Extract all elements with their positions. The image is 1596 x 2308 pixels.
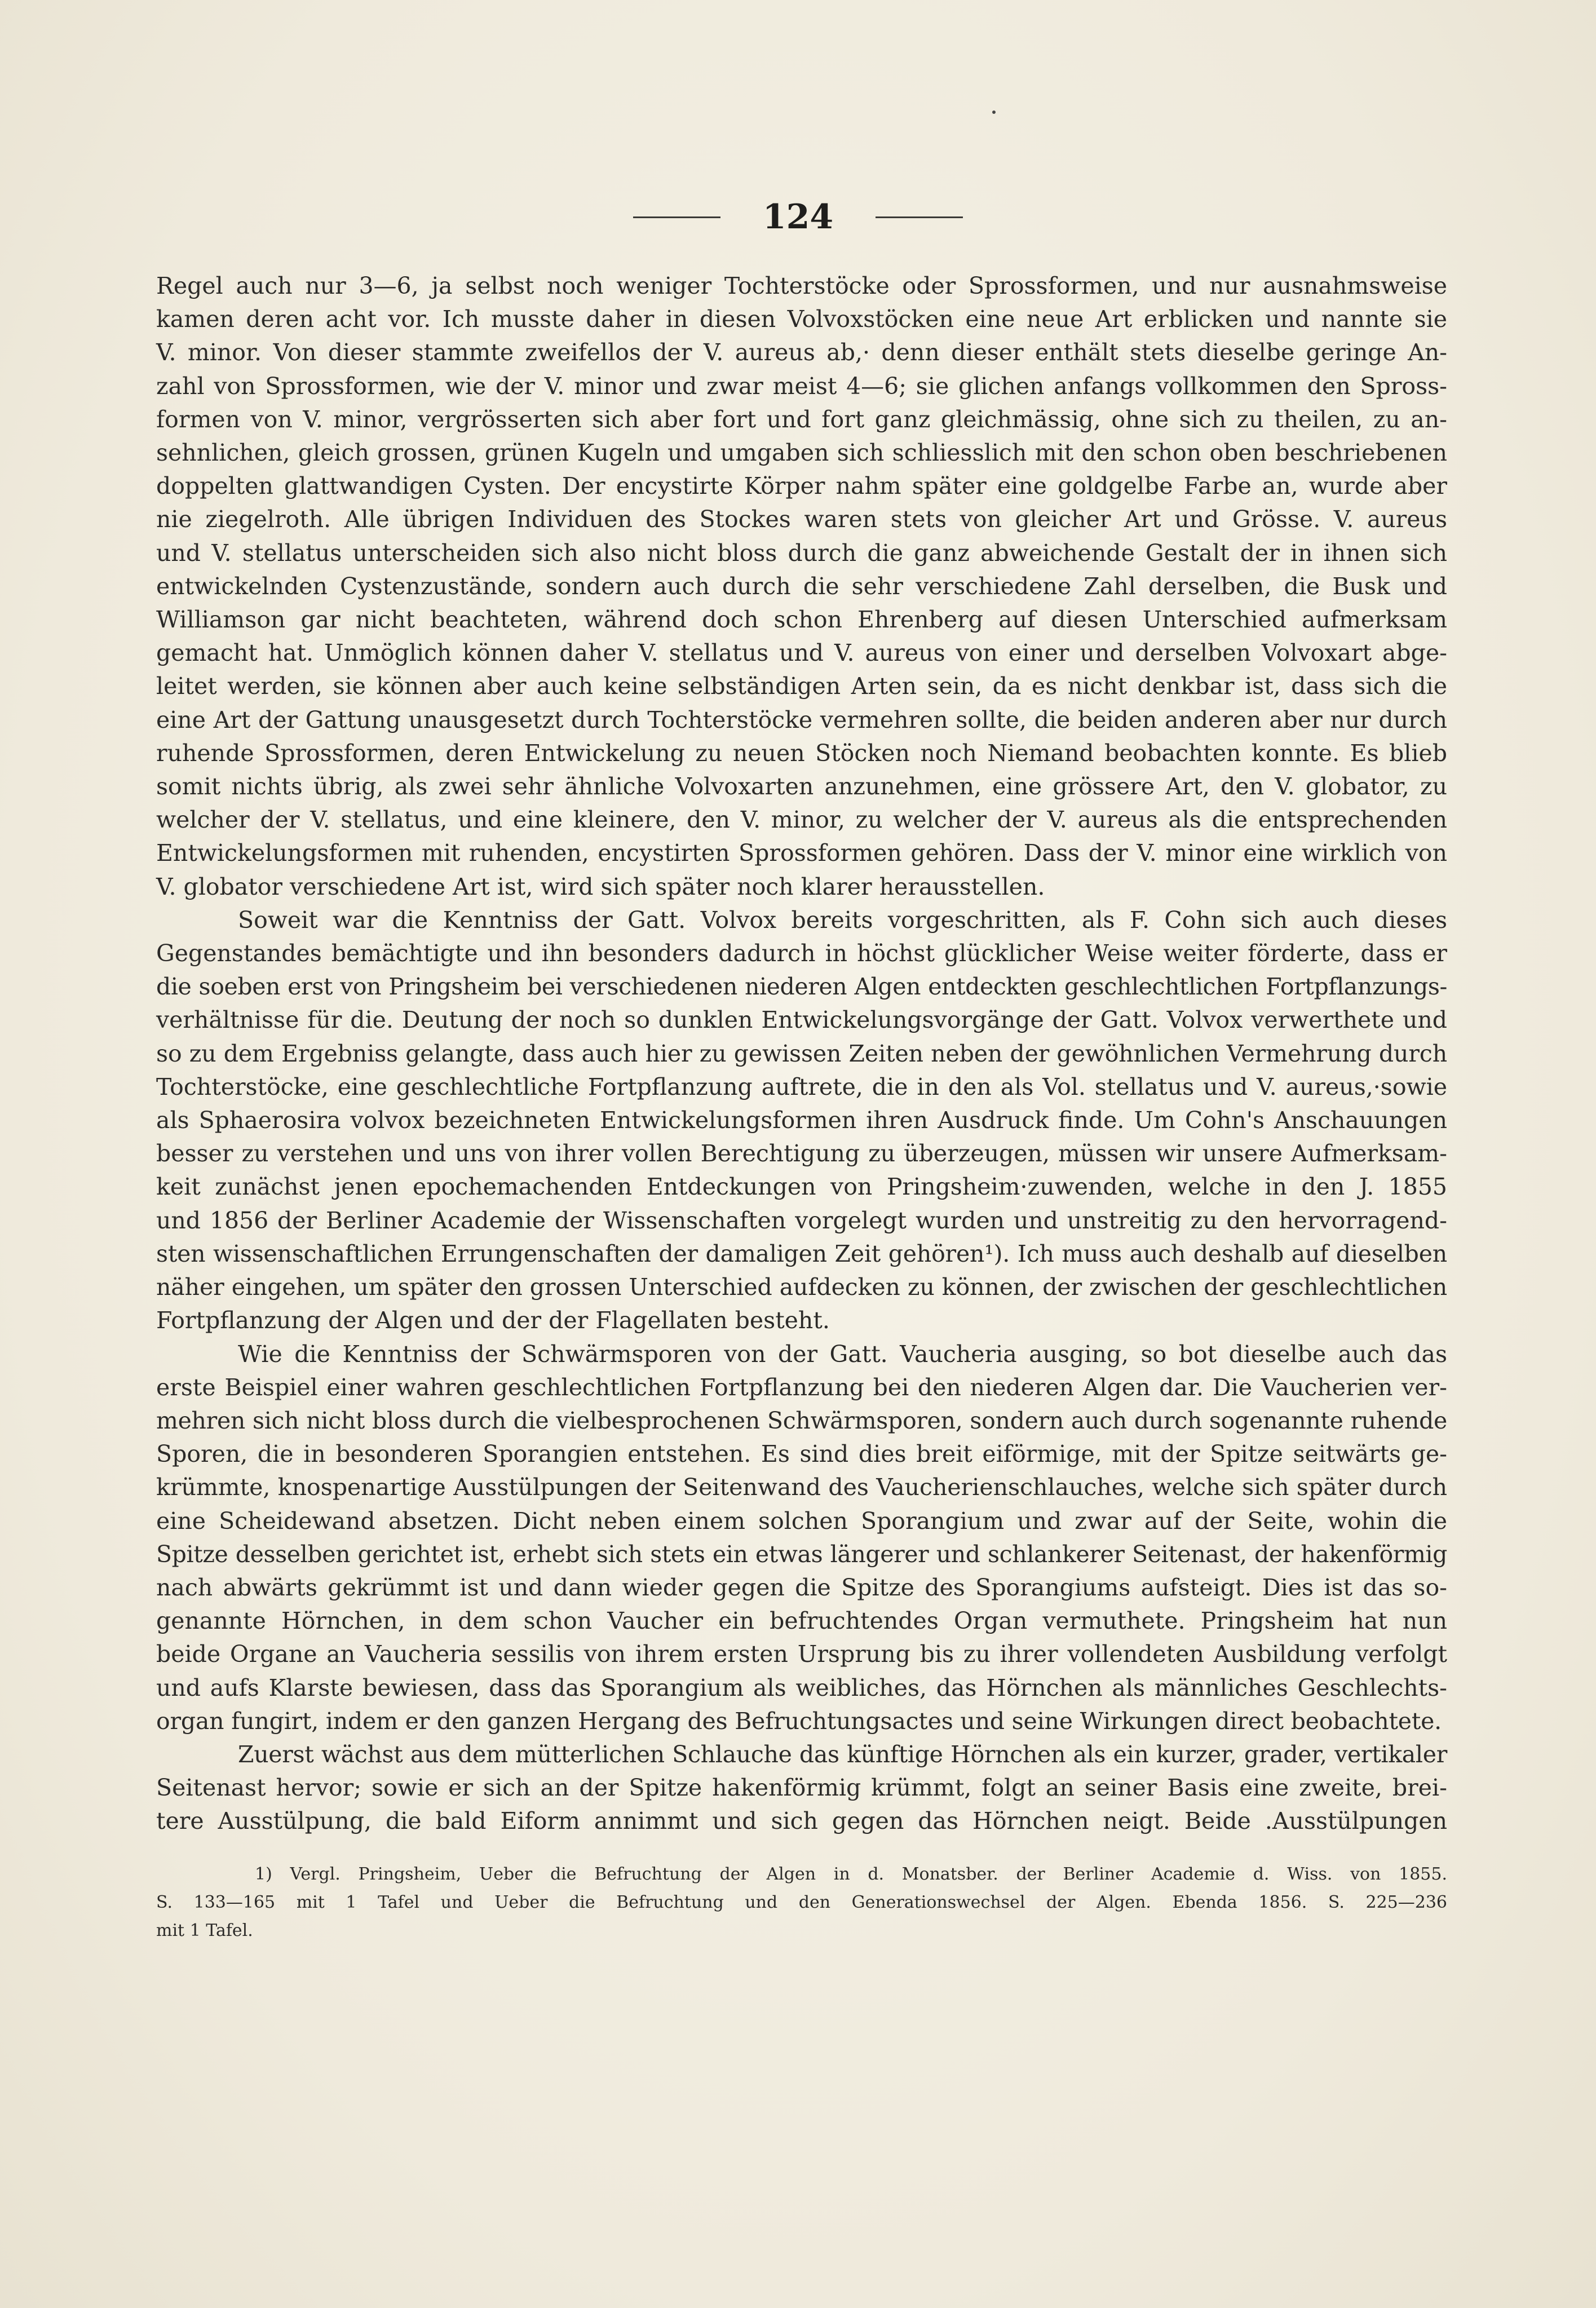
footnote-line: S. 133—165 mit 1 Tafel und Ueber die Befruchtung und den Generationswechsel der Algen. Ebenda 1856. S. 225—236 <box>156 1893 1447 1912</box>
footnote-line: mit 1 Tafel. <box>156 1921 253 1940</box>
text-line: gemacht hat. Unmöglich können daher V. stellatus und V. aureus von einer und derselben Volvoxart abge- <box>156 639 1447 667</box>
text-line: eine Art der Gattung unausgesetzt durch Tochterstöcke vermehren sollte, die beiden anderen aber nur durch <box>156 706 1447 733</box>
text-line: eine Scheidewand absetzen. Dicht neben einem solchen Sporangium und zwar auf der Seite, wohin die <box>156 1507 1447 1535</box>
text-line: genannte Hörnchen, in dem schon Vaucher ein befruchtendes Organ vermuthete. Pringsheim hat nun <box>156 1607 1447 1635</box>
text-line: so zu dem Ergebniss gelangte, dass auch hier zu gewissen Zeiten neben der gewöhnlichen Vermehrung durch <box>156 1040 1447 1067</box>
text-line: krümmte, knospenartige Ausstülpungen der Seitenwand des Vaucherienschlauches, welche sich später durch <box>156 1474 1447 1501</box>
text-line: Gegenstandes bemächtigte und ihn besonders dadurch in höchst glücklicher Weise weiter förderte, dass er <box>156 940 1447 967</box>
text-line: organ fungirt, indem er den ganzen Hergang des Befruchtungsactes und seine Wirkungen direct beobachtete. <box>156 1707 1442 1735</box>
text-line: doppelten glattwandigen Cysten. Der encystirte Körper nahm später eine goldgelbe Farbe an, wurde aber <box>156 472 1447 500</box>
text-line: Sporen, die in besonderen Sporangien entstehen. Es sind dies breit eiförmige, mit der Spitze seitwärts ge- <box>156 1440 1447 1468</box>
text-line: Entwickelungsformen mit ruhenden, encystirten Sprossformen gehören. Dass der V. minor eine wirklich von <box>156 839 1447 867</box>
text-line: nie ziegelroth. Alle übrigen Individuen des Stockes waren stets von gleicher Art und Grösse. V. aureus <box>156 506 1447 533</box>
text-line: kamen deren acht vor. Ich musste daher in diesen Volvoxstöcken eine neue Art erblicken und nannte sie <box>156 306 1447 333</box>
text-line: Tochterstöcke, eine geschlechtliche Fortpflanzung auftrete, die in den als Vol. stellatus und V. aureus,·sowie <box>156 1073 1447 1100</box>
footnote <box>156 1860 1447 1945</box>
text-line: näher eingehen, um später den grossen Unterschied aufdecken zu können, der zwischen der geschlechtlichen <box>156 1274 1447 1301</box>
header-rule-right <box>876 216 963 218</box>
text-line: welcher der V. stellatus, und eine kleinere, den V. minor, zu welcher der V. aureus als die entsprechenden <box>156 806 1447 834</box>
text-line: leitet werden, sie können aber auch keine selbständigen Arten sein, da es nicht denkbar ist, dass sich die <box>156 673 1447 700</box>
text-line: Zuerst wächst aus dem mütterlichen Schlauche das künftige Hörnchen als ein kurzer, grader, vertikaler <box>238 1740 1447 1768</box>
text-line: verhältnisse für die. Deutung der noch so dunklen Entwickelungsvorgänge der Gatt. Volvox verwerthete und <box>156 1006 1447 1034</box>
text-line: tere Ausstülpung, die bald Eiform annimmt und sich gegen das Hörnchen neigt. Beide .Ausstülpungen <box>156 1807 1447 1835</box>
text-line: Spitze desselben gerichtet ist, erhebt sich stets ein etwas längerer und schlankerer Seitenast, der hakenförmig <box>156 1540 1447 1568</box>
footnote-line: 1) Vergl. Pringsheim, Ueber die Befruchtung der Algen in d. Monatsber. der Berliner Academie d. Wiss. von 1855. <box>255 1864 1447 1884</box>
paragraph-4 <box>156 1738 1447 1838</box>
text-line: keit zunächst jenen epochemachenden Entdeckungen von Pringsheim·zuwenden, welche in den J. 1855 <box>156 1173 1447 1201</box>
text-line: somit nichts übrig, als zwei sehr ähnliche Volvoxarten anzunehmen, eine grössere Art, den V. globator, zu <box>156 773 1447 801</box>
text-line: ruhende Sprossformen, deren Entwickelung zu neuen Stöcken noch Niemand beobachten konnte. Es blieb <box>156 739 1447 767</box>
text-line: V. minor. Von dieser stammte zweifellos der V. aureus ab,· denn dieser enthält stets dieselbe geringe An- <box>156 339 1447 366</box>
page-number: 124 <box>762 197 834 237</box>
text-line: beide Organe an Vaucheria sessilis von ihrem ersten Ursprung bis zu ihrer vollendeten Ausbildung verfolgt <box>156 1641 1447 1668</box>
text-line: Wie die Kenntniss der Schwärmsporen von der Gatt. Vaucheria ausging, so bot dieselbe auch das <box>238 1340 1447 1368</box>
text-line: entwickelnden Cystenzustände, sondern auch durch die sehr verschiedene Zahl derselben, die Busk und <box>156 572 1447 600</box>
paragraph-2 <box>156 904 1447 1338</box>
text-line: V. globator verschiedene Art ist, wird sich später noch klarer herausstellen. <box>156 873 1045 900</box>
body-text <box>156 269 1447 1838</box>
text-line: und aufs Klarste bewiesen, dass das Sporangium als weibliches, das Hörnchen als männliches Geschlechts- <box>156 1674 1447 1701</box>
text-line: und V. stellatus unterscheiden sich also nicht bloss durch die ganz abweichende Gestalt der in ihnen sich <box>156 539 1447 567</box>
text-line: Soweit war die Kenntniss der Gatt. Volvox bereits vorgeschritten, als F. Cohn sich auch dieses <box>238 906 1447 934</box>
text-line: Seitenast hervor; sowie er sich an der Spitze hakenförmig krümmt, folgt an seiner Basis eine zweite, brei- <box>156 1774 1447 1802</box>
text-line: zahl von Sprossformen, wie der V. minor und zwar meist 4—6; sie glichen anfangs vollkommen den Spross- <box>156 372 1447 400</box>
text-line: als Sphaerosira volvox bezeichneten Entwickelungsformen ihren Ausdruck finde. Um Cohn's Anschauungen <box>156 1107 1447 1134</box>
text-line: sten wissenschaftlichen Errungenschaften der damaligen Zeit gehören¹). Ich muss auch deshalb auf dieselben <box>156 1240 1447 1267</box>
text-line: und 1856 der Berliner Academie der Wissenschaften vorgelegt wurden und unstreitig zu den hervorragend- <box>156 1206 1447 1234</box>
text-line: die soeben erst von Pringsheim bei verschiedenen niederen Algen entdeckten geschlechtlichen Fortpflanzungs- <box>156 973 1447 1001</box>
text-line: sehnlichen, gleich grossen, grünen Kugeln und umgaben sich schliesslich mit den schon oben beschriebenen <box>156 439 1447 467</box>
ink-speck <box>992 110 996 114</box>
paragraph-3 <box>156 1338 1447 1738</box>
header-rule-left <box>633 216 720 218</box>
text-line: Regel auch nur 3—6, ja selbst noch weniger Tochterstöcke oder Sprossformen, und nur ausnahmsweise <box>156 272 1447 299</box>
text-line: nach abwärts gekrümmt ist und dann wieder gegen die Spitze des Sporangiums aufsteigt. Dies ist das so- <box>156 1573 1447 1601</box>
paragraph-1 <box>156 269 1447 904</box>
page-header <box>0 197 1596 237</box>
text-line: besser zu verstehen und uns von ihrer vollen Berechtigung zu überzeugen, müssen wir unsere Aufmerksam- <box>156 1140 1447 1168</box>
text-line: erste Beispiel einer wahren geschlechtlichen Fortpflanzung bei den niederen Algen dar. Die Vaucherien ver- <box>156 1373 1447 1401</box>
text-line: Fortpflanzung der Algen und der der Flagellaten besteht. <box>156 1307 830 1334</box>
text-line: formen von V. minor, vergrösserten sich aber fort und fort ganz gleichmässig, ohne sich zu theilen, zu an- <box>156 405 1447 433</box>
text-line: Williamson gar nicht beachteten, während doch schon Ehrenberg auf diesen Unterschied aufmerksam <box>156 606 1447 634</box>
text-line: mehren sich nicht bloss durch die vielbesprochenen Schwärmsporen, sondern auch durch sogenannte ruhende <box>156 1407 1447 1434</box>
